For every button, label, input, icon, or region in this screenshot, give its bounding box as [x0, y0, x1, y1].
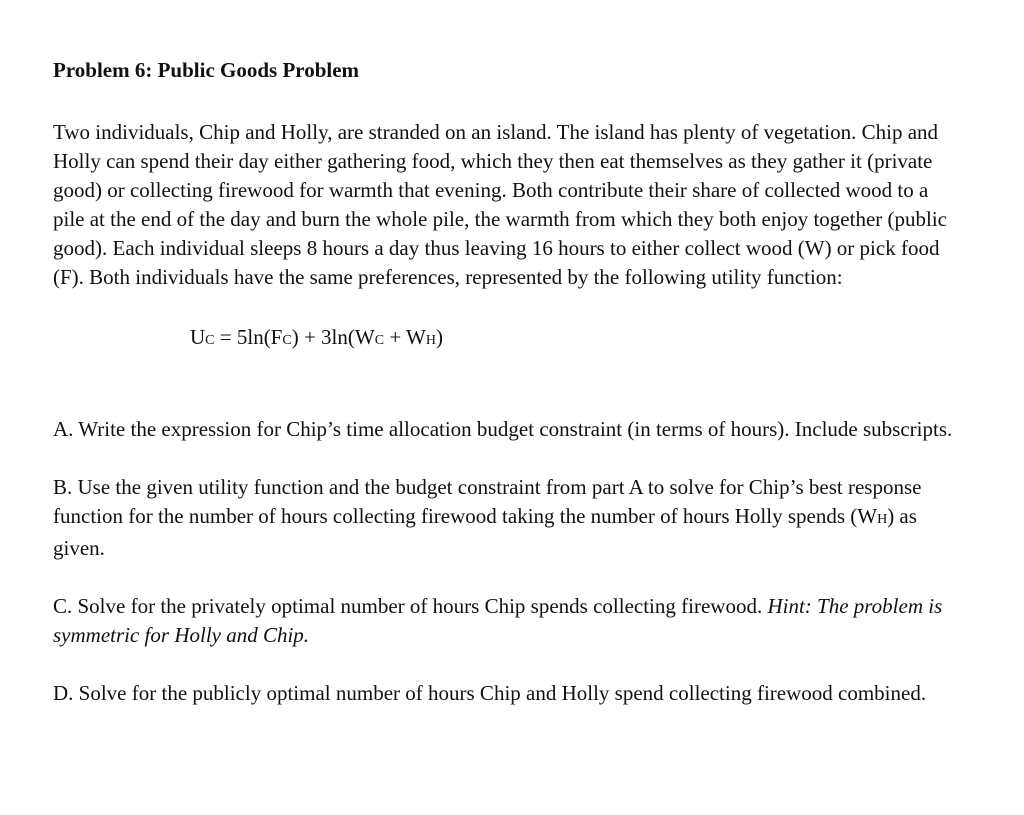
part-b-end: ) as given. [53, 504, 917, 560]
part-c-hint: Hint: The problem is symmetric for Holly and Chip. [53, 594, 943, 647]
eq-part-2: ) + 3ln(W [291, 325, 375, 349]
problem-title: Problem 6: Public Goods Problem [53, 58, 360, 82]
eq-lhs: U [190, 325, 206, 349]
eq-part-3: + W [384, 325, 426, 349]
part-b [53, 473, 954, 563]
eq-lhs-sub: C [205, 333, 215, 348]
eq-part-4: ) [435, 325, 443, 349]
part-c-text: C. Solve for the privately optimal number of hours Chip spends collecting firewood. [53, 594, 768, 618]
eq-wood-chip-sub: C [374, 333, 385, 348]
part-d: D. Solve for the publicly optimal number of hours Chip and Holly spend collecting firewood combined. [53, 681, 927, 705]
utility-equation [190, 323, 954, 355]
part-a: A. Write the expression for Chip’s time allocation budget constraint (in terms of hours). Include subscripts. [53, 417, 953, 441]
eq-part-1: = 5ln(F [214, 325, 283, 349]
part-b-text: B. Use the given utility function and the budget constraint from part A to solve for Chip’s best response function for the number of hours collecting firewood taking the number of hours Holly spends (W [53, 475, 922, 528]
eq-wood-holly-sub: H [425, 333, 436, 348]
eq-food-sub: C [282, 333, 292, 348]
part-b-sub: H [877, 512, 888, 527]
part-c [53, 592, 954, 650]
problem-intro: Two individuals, Chip and Holly, are stranded on an island. The island has plenty of vegetation. Chip and Holly can spend their day either gathering food, which they then eat themselves as they gather it (private good) or collecting firewood for warmth that evening. Both contribute their share of collected wood to a pile at the end of the day and burn the whole pile, the warmth from which they both enjoy together (public good). Each individual sleeps 8 hours a day thus leaving 16 hours to either collect wood (W) or pick food (F). Both individuals have the same preferences, represented by the following utility function: [53, 120, 947, 289]
